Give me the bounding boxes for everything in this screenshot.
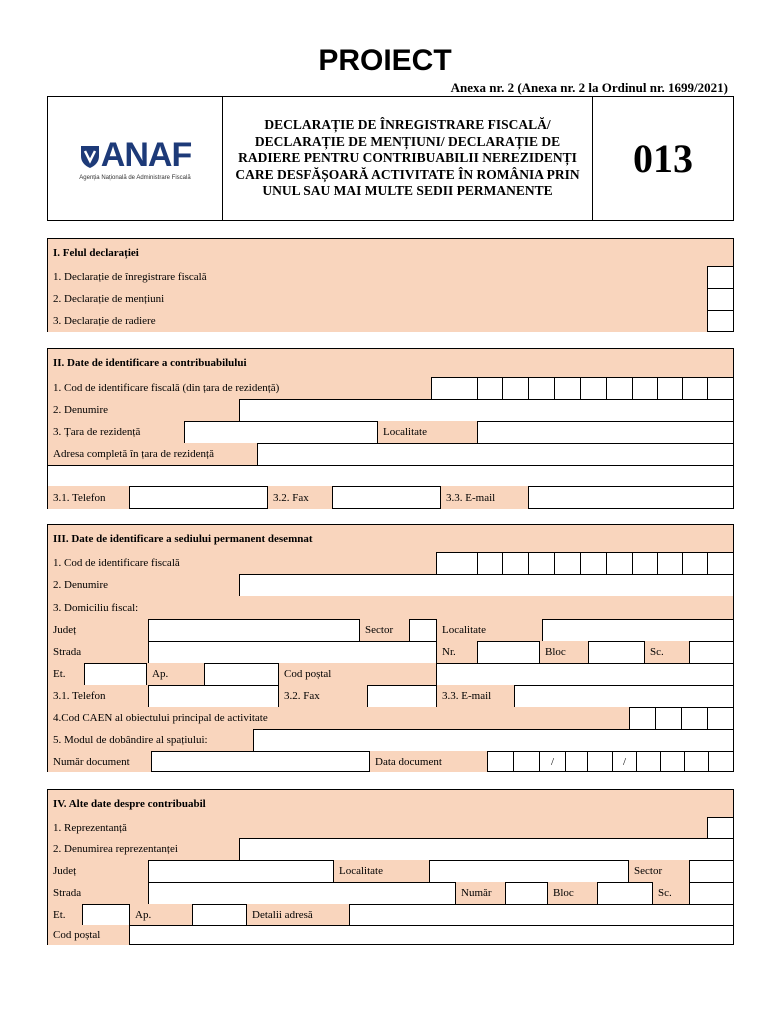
adresa-completa-continuation[interactable] <box>48 465 733 486</box>
sediu-cif-digit[interactable] <box>633 552 658 574</box>
repr-sc-label: Sc. <box>653 882 690 904</box>
cif-digit[interactable] <box>683 377 708 399</box>
section-title: I. Felul declarației <box>48 239 733 266</box>
date-separator: / <box>613 751 637 772</box>
sediu-cif-digit[interactable] <box>529 552 555 574</box>
sector-label: Sector <box>360 619 410 641</box>
sediu-telefon-input[interactable] <box>149 685 279 707</box>
form-row <box>48 377 733 400</box>
repr-ap-label: Ap. <box>130 904 193 925</box>
cif-digit[interactable] <box>658 377 683 399</box>
reprezentanta-label: 1. Reprezentanță <box>48 817 708 838</box>
sc-input[interactable] <box>690 641 733 663</box>
modul-dobandire-label: 5. Modul de dobândire al spațiului: <box>48 729 254 751</box>
sediu-telefon-label: 3.1. Telefon <box>48 685 149 707</box>
sediu-cif-digit[interactable] <box>581 552 607 574</box>
strada-label: Strada <box>48 641 149 663</box>
section-title: III. Date de identificare a sediului permanent desemnat <box>48 525 733 552</box>
repr-sector-label: Sector <box>629 860 690 882</box>
section-title: II. Date de identificare a contribuabilului <box>48 349 733 377</box>
judet-label: Județ <box>48 619 149 641</box>
repr-bloc-label: Bloc <box>548 882 598 904</box>
declaratie-radiere-label: 3. Declarație de radiere <box>48 310 708 332</box>
repr-cod-postal-label: Cod poștal <box>48 925 130 945</box>
fax-input[interactable] <box>333 486 441 509</box>
sector-input[interactable] <box>410 619 437 641</box>
shield-icon <box>79 143 101 169</box>
declaratie-inregistrare-checkbox[interactable] <box>708 266 733 288</box>
localitate-input[interactable] <box>478 421 733 443</box>
form-row <box>48 707 733 730</box>
detalii-adresa-input[interactable] <box>350 904 733 925</box>
repr-sc-input[interactable] <box>690 882 733 904</box>
localitate-label: Localitate <box>437 619 543 641</box>
strada-input[interactable] <box>149 641 437 663</box>
form-row <box>48 266 733 289</box>
fax-label: 3.2. Fax <box>268 486 333 509</box>
section-felul-declaratiei <box>47 238 734 332</box>
detalii-adresa-label: Detalii adresă <box>247 904 350 925</box>
data-document-label: Data document <box>370 751 488 772</box>
form-row <box>48 443 733 466</box>
caen-digit[interactable] <box>656 707 682 729</box>
cif-label: 1. Cod de identificare fiscală (din țara de rezidență) <box>48 377 432 399</box>
judet-input[interactable] <box>149 619 360 641</box>
form-row <box>48 838 733 861</box>
repr-strada-input[interactable] <box>149 882 456 904</box>
email-input[interactable] <box>529 486 733 509</box>
denumire-reprezentanta-input[interactable] <box>240 838 733 860</box>
form-row <box>48 729 733 752</box>
date-separator: / <box>540 751 566 772</box>
form-row <box>48 465 733 487</box>
cif-digit[interactable] <box>503 377 529 399</box>
caen-label: 4.Cod CAEN al obiectului principal de activitate <box>48 707 630 729</box>
et-label: Et. <box>48 663 85 685</box>
section-header <box>48 239 733 267</box>
section-header <box>48 349 733 378</box>
numar-document-label: Număr document <box>48 751 152 772</box>
sediu-cif-input[interactable] <box>437 552 478 574</box>
data-digit[interactable] <box>709 751 733 772</box>
sediu-denumire-label: 2. Denumire <box>48 574 240 596</box>
sediu-fax-input[interactable] <box>368 685 437 707</box>
tara-rezidenta-input[interactable] <box>185 421 378 443</box>
sediu-fax-label: 3.2. Fax <box>279 685 368 707</box>
section-header <box>48 525 733 553</box>
sediu-cif-digit[interactable] <box>708 552 733 574</box>
form-row <box>48 288 733 311</box>
nr-input[interactable] <box>478 641 540 663</box>
section-header <box>48 790 733 818</box>
adresa-completa-input[interactable] <box>258 443 733 465</box>
section-title: IV. Alte date despre contribuabil <box>48 790 733 817</box>
localitate-input[interactable] <box>543 619 733 641</box>
telefon-label: 3.1. Telefon <box>48 486 130 509</box>
declaratie-radiere-checkbox[interactable] <box>708 310 733 332</box>
sediu-cif-digit[interactable] <box>503 552 529 574</box>
domiciliu-fiscal-label: 3. Domiciliu fiscal: <box>48 596 733 619</box>
sediu-cif-digit[interactable] <box>683 552 708 574</box>
sediu-cif-digit[interactable] <box>658 552 683 574</box>
data-digit[interactable] <box>661 751 685 772</box>
form-row <box>48 486 733 509</box>
form-row <box>48 596 733 620</box>
page-title: PROIECT <box>318 44 452 77</box>
form-row <box>48 904 733 926</box>
cif-digit[interactable] <box>529 377 555 399</box>
cod-postal-input[interactable] <box>437 663 733 685</box>
logo-text: ANAF <box>100 136 192 174</box>
sediu-cif-digit[interactable] <box>555 552 581 574</box>
adresa-completa-label: Adresa completă în țara de rezidență <box>48 443 258 465</box>
section-contribuabil <box>47 348 734 509</box>
repr-numar-input[interactable] <box>506 882 548 904</box>
form-code: 013 <box>592 96 734 221</box>
sediu-denumire-input[interactable] <box>240 574 733 596</box>
data-digit[interactable] <box>588 751 613 772</box>
annex-reference: Anexa nr. 2 (Anexa nr. 2 la Ordinul nr. 1699/2021) <box>450 80 728 95</box>
repr-et-label: Et. <box>48 904 83 925</box>
cod-postal-label: Cod poștal <box>279 663 437 685</box>
form-row <box>48 685 733 708</box>
anaf-logo <box>47 96 223 221</box>
form-row <box>48 817 733 839</box>
form-row <box>48 925 733 945</box>
reprezentanta-checkbox[interactable] <box>708 817 733 838</box>
section-sediu-permanent <box>47 524 734 772</box>
cif-digit[interactable] <box>478 377 503 399</box>
repr-sector-input[interactable] <box>690 860 733 882</box>
repr-judet-label: Județ <box>48 860 149 882</box>
repr-numar-label: Număr <box>456 882 506 904</box>
bloc-input[interactable] <box>589 641 645 663</box>
ap-input[interactable] <box>205 663 279 685</box>
et-input[interactable] <box>85 663 147 685</box>
declaratie-inregistrare-label: 1. Declarație de înregistrare fiscală <box>48 266 708 288</box>
cif-input[interactable] <box>432 377 478 399</box>
cif-digit[interactable] <box>581 377 607 399</box>
form-row <box>48 310 733 332</box>
sediu-email-label: 3.3. E-mail <box>437 685 515 707</box>
data-digit[interactable] <box>566 751 588 772</box>
repr-localitate-label: Localitate <box>334 860 430 882</box>
form-row <box>48 552 733 575</box>
repr-bloc-input[interactable] <box>598 882 653 904</box>
sediu-cif-digit[interactable] <box>607 552 633 574</box>
denumire-reprezentanta-label: 2. Denumirea reprezentanței <box>48 838 240 860</box>
numar-document-input[interactable] <box>152 751 370 772</box>
form-title: DECLARAȚIE DE ÎNREGISTRARE FISCALĂ/ DECLARAȚIE DE MENȚIUNI/ DECLARAȚIE DE RADIERE PENTRU CONTRIBUABILII NEREZIDENȚI CARE DESFĂȘOARĂ ACTIVITATE ÎN ROMÂNIA PRIN UNUL SAU MAI MULTE SEDII PERMANENTE <box>222 96 593 221</box>
email-label: 3.3. E-mail <box>441 486 529 509</box>
repr-localitate-input[interactable] <box>430 860 629 882</box>
form-row <box>48 641 733 664</box>
form-row <box>48 399 733 422</box>
denumire-input[interactable] <box>240 399 733 421</box>
form-row <box>48 574 733 597</box>
form-row <box>48 882 733 905</box>
data-digit[interactable] <box>637 751 661 772</box>
form-row <box>48 619 733 642</box>
declaratie-mentiuni-label: 2. Declarație de mențiuni <box>48 288 708 310</box>
cif-digit[interactable] <box>633 377 658 399</box>
caen-digit[interactable] <box>630 707 656 729</box>
sediu-email-input[interactable] <box>515 685 733 707</box>
section-alte-date <box>47 789 734 945</box>
form-row <box>48 860 733 883</box>
repr-et-input[interactable] <box>83 904 130 925</box>
logo-subtitle: Agenția Națională de Administrare Fiscală <box>79 175 191 181</box>
sc-label: Sc. <box>645 641 690 663</box>
data-digit[interactable] <box>514 751 540 772</box>
caen-digit[interactable] <box>682 707 708 729</box>
modul-dobandire-input[interactable] <box>254 729 733 751</box>
cif-digit[interactable] <box>555 377 581 399</box>
data-digit[interactable] <box>488 751 514 772</box>
nr-label: Nr. <box>437 641 478 663</box>
bloc-label: Bloc <box>540 641 589 663</box>
form-row <box>48 663 733 686</box>
caen-digit[interactable] <box>708 707 733 729</box>
localitate-label: Localitate <box>378 421 478 443</box>
cif-digit[interactable] <box>708 377 733 399</box>
ap-label: Ap. <box>147 663 205 685</box>
form-row <box>48 751 733 772</box>
declaratie-mentiuni-checkbox[interactable] <box>708 288 733 310</box>
repr-strada-label: Strada <box>48 882 149 904</box>
cif-digit[interactable] <box>607 377 633 399</box>
sediu-cif-label: 1. Cod de identificare fiscală <box>48 552 437 574</box>
form-row <box>48 421 733 444</box>
repr-ap-input[interactable] <box>193 904 247 925</box>
denumire-label: 2. Denumire <box>48 399 240 421</box>
repr-cod-postal-input[interactable] <box>130 925 733 945</box>
sediu-cif-digit[interactable] <box>478 552 503 574</box>
data-digit[interactable] <box>685 751 709 772</box>
repr-judet-input[interactable] <box>149 860 334 882</box>
tara-rezidenta-label: 3. Țara de rezidență <box>48 421 185 443</box>
telefon-input[interactable] <box>130 486 268 509</box>
